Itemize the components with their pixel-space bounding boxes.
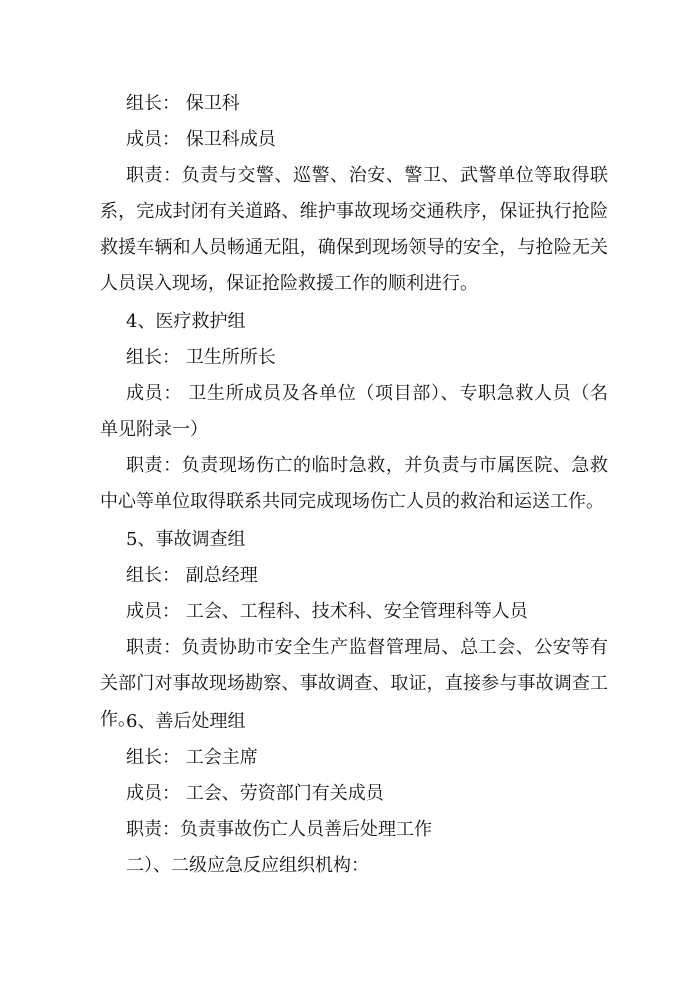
members-investigation: 成员： 工会、工程科、技术科、安全管理科等人员 [126,601,528,622]
leader-investigation: 组长： 副总经理 [126,565,258,586]
duties-aftermath: 职责：负责事故伤亡人员善后处理工作 [126,819,432,840]
leader-aftermath: 组长： 工会主席 [126,747,258,768]
heading-level2-organization: 二）、二级应急反应组织机构： [126,855,369,876]
members-medical: 成员： 卫生所成员及各单位（项目部）、专职急救人员（名单见附录一） [100,383,608,440]
heading-investigation-group: 5、事故调查组 [126,529,246,550]
leader-medical: 组长： 卫生所所长 [126,347,276,368]
leader-security: 组长： 保卫科 [126,93,240,114]
duties-security: 职责：负责与交警、巡警、治安、警卫、武警单位等取得联系，完成封闭有关道路、维护事故现场交通秩序，保证执行抢险救援车辆和人员畅通无阻，确保到现场领导的安全，与抢险无关人员误入现场，保证抢险救援工作的顺利进行。 [100,165,608,294]
heading-aftermath-group: 6、善后处理组 [126,711,246,732]
duties-investigation: 职责：负责协助市安全生产监督管理局、总工会、公安等有关部门对事故现场勘察、事故调查、取证，直接参与事故调查工作。 [100,637,608,730]
members-security: 成员： 保卫科成员 [126,129,276,150]
heading-medical-group: 4、医疗救护组 [126,311,246,332]
duties-medical: 职责：负责现场伤亡的临时急救，并负责与市属医院、急救中心等单位取得联系共同完成现场伤亡人员的救治和运送工作。 [100,455,608,512]
members-aftermath: 成员： 工会、劳资部门有关成员 [126,783,384,804]
